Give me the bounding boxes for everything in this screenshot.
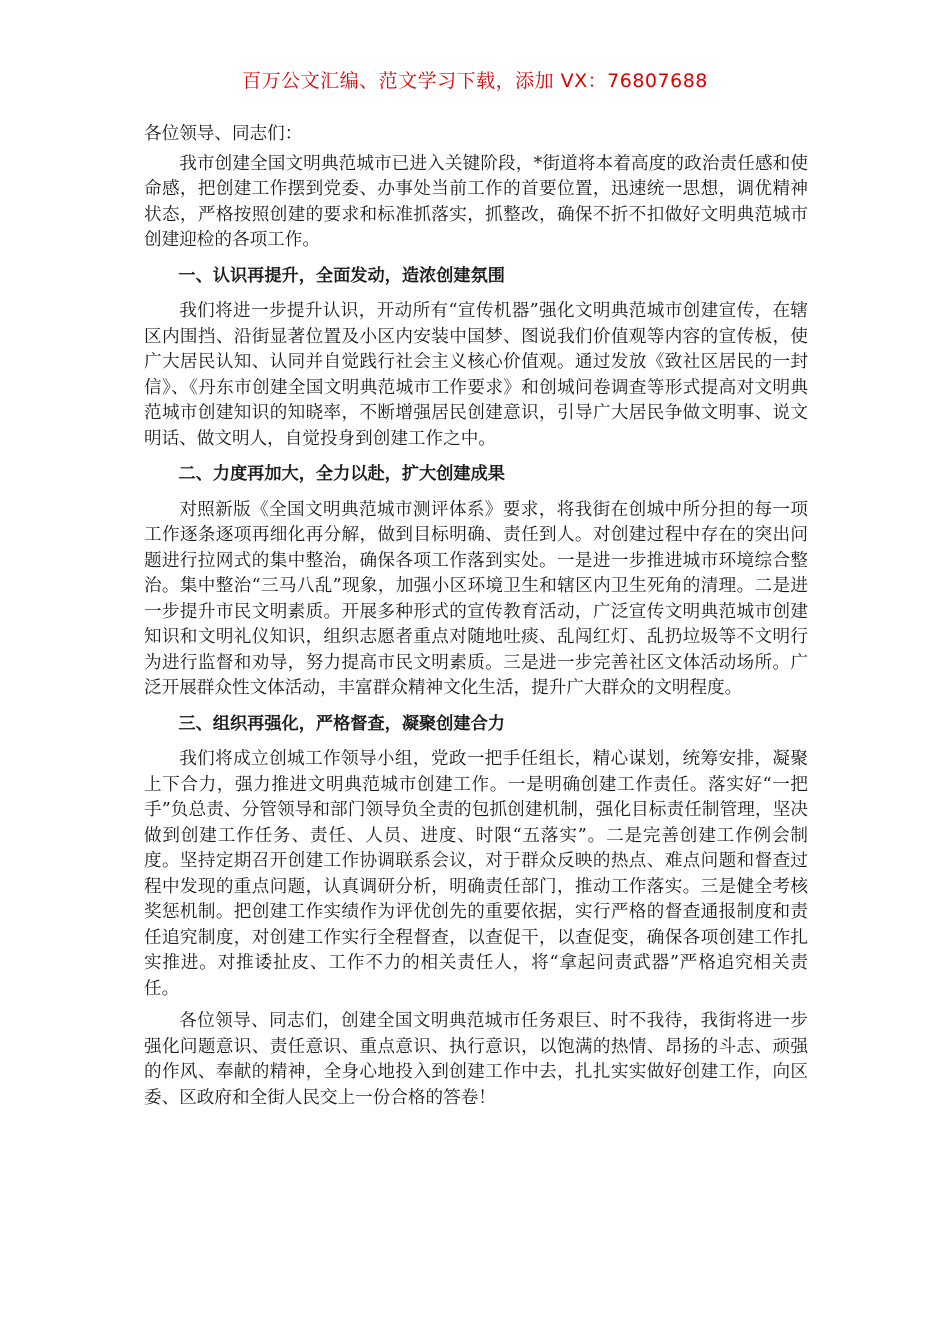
closing-paragraph: 各位领导、同志们，创建全国文明典范城市任务艰巨、时不我待，我街将进一步强化问题意识、责任意识、重点意识、执行意识，以饱满的热情、昂扬的斗志、顽强的作风、奉献的精神，全身心地投入到创建工作中去，扎扎实实做好创建工作，向区委、区政府和全街人民交上一份合格的答卷！ [144,1011,808,1108]
watermark-header: 百万公文汇编、范文学习下载，添加 VX：76807688 [242,70,708,92]
section-2-paragraph: 对照新版《全国文明典范城市测评体系》要求，将我街在创城中所分担的每一项工作逐条逐项再细化再分解，做到目标明确、责任到人。对创建过程中存在的突出问题进行拉网式的集中整治，确保各项工作落到实处。一是进一步推进城市环境综合整治。集中整治“三马八乱”现象，加强小区环境卫生和辖区内卫生死角的清理。二是进一步提升市民文明素质。开展多种形式的宣传教育活动，广泛宣传文明典范城市创建知识和文明礼仪知识，组织志愿者重点对随地吐痰、乱闯红灯、乱扔垃圾等不文明行为进行监督和劝导，努力提高市民文明素质。三是进一步完善社区文体活动场所。广泛开展群众性文体活动，丰富群众精神文化生活，提升广大群众的文明程度。 [144,499,808,698]
salutation: 各位领导、同志们： [144,124,303,144]
section-1-paragraph: 我们将进一步提升认识，开动所有“宣传机器”强化文明典范城市创建宣传，在辖区内围挡、沿街显著位置及小区内安装中国梦、图说我们价值观等内容的宣传板，使广大居民认知、认同并自觉践行社会主义核心价值观。通过发放《致社区居民的一封信》、《丹东市创建全国文明典范城市工作要求》和创城问卷调查等形式提高对文明典范城市创建知识的知晓率，不断增强居民创建意识，引导广大居民争做文明事、说文明话、做文明人，自觉投身到创建工作之中。 [144,301,808,449]
section-3-heading: 三、组织再强化，严格督查，凝聚创建合力 [178,713,505,734]
document-body [144,122,808,1118]
section-1-heading: 一、认识再提升，全面发动，造浓创建氛围 [178,265,505,286]
section-3-paragraph: 我们将成立创城工作领导小组，党政一把手任组长，精心谋划，统筹安排，凝聚上下合力，强力推进文明典范城市创建工作。一是明确创建工作责任。落实好“一把手”负总责、分管领导和部门领导负全责的包抓创建机制，强化目标责任制管理，坚决做到创建工作任务、责任、人员、进度、时限“五落实”。二是完善创建工作例会制度。坚持定期召开创建工作协调联系会议，对于群众反映的热点、难点问题和督查过程中发现的重点问题，认真调研分析，明确责任部门，推动工作落实。三是健全考核奖惩机制。把创建工作实绩作为评优创先的重要依据，实行严格的督查通报制度和责任追究制度，对创建工作实行全程督查，以查促干，以查促变，确保各项创建工作扎实推进。对推诿扯皮、工作不力的相关责任人，将“拿起问责武器”严格追究相关责任。 [144,749,808,999]
section-2-heading: 二、力度再加大，全力以赴，扩大创建成果 [178,464,505,484]
intro-paragraph: 我市创建全国文明典范城市已进入关键阶段，*街道将本着高度的政治责任感和使命感，把创建工作摆到党委、办事处当前工作的首要位置，迅速统一思想，调优精神状态，严格按照创建的要求和标准抓落实，抓整改，确保不折不扣做好文明典范城市创建迎检的各项工作。 [144,153,808,250]
